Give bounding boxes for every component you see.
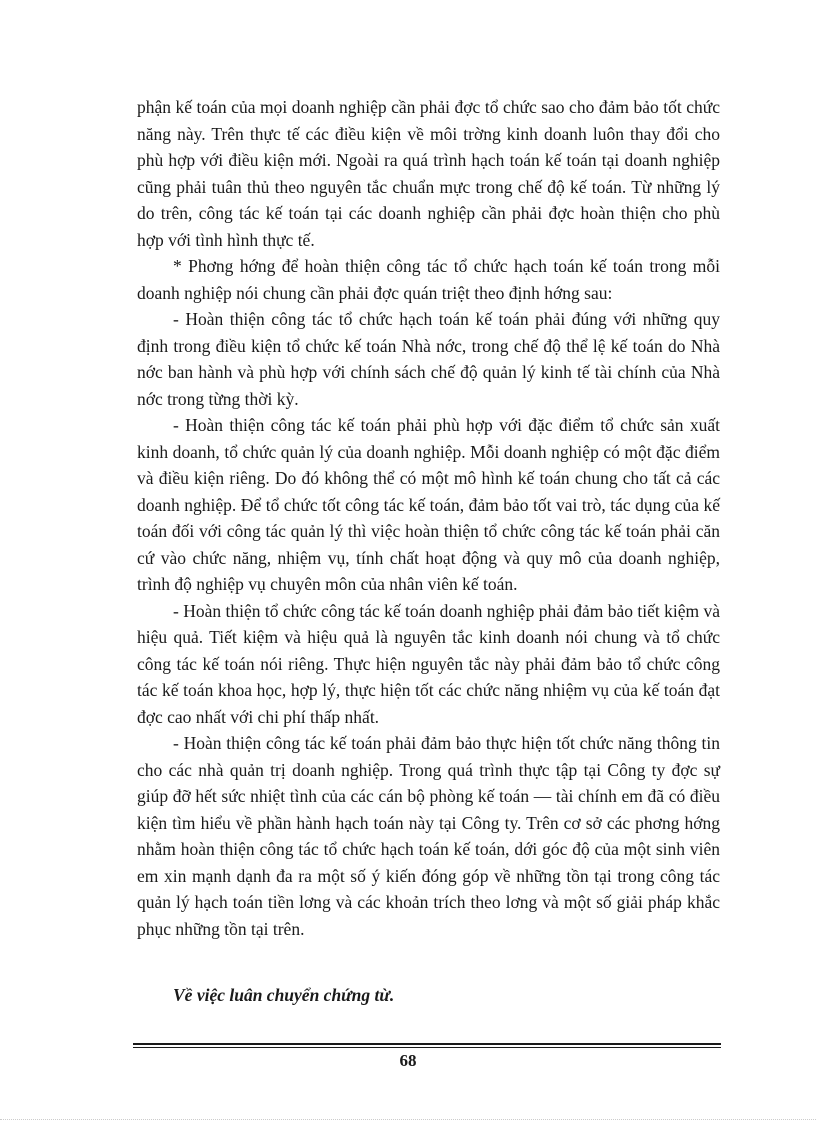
paragraph-information: - Hoàn thiện công tác kế toán phải đảm bảo thực hiện tốt chức năng thông tin cho các nhà quản trị doanh nghiệp. Trong quá trình thực tập tại Công ty đợc sự giúp đỡ hết sức nhiệt tình của các cán bộ phòng kế toán — tài chính em đã có điều kiện tìm hiểu về phần hành hạch toán này tại Công ty. Trên cơ sở các phơng hớng nhằm hoàn thiện công tác tổ chức hạch toán kế toán, dới góc độ của một sinh viên em xin mạnh dạnh đa ra một số ý kiến đóng góp về những tồn tại trong công tác quản lý hạch toán tiền lơng và các khoản trích theo lơng và một số giải pháp khắc phục những tồn tại trên. [137,733,720,939]
body-text [137,94,720,942]
page-edge-divider [0,1119,816,1120]
paragraph-orientation: * Phơng hớng để hoàn thiện công tác tổ chức hạch toán kế toán trong mỗi doanh nghiệp nói chung cần phải đợc quán triệt theo định hớng sau: [137,256,720,303]
paragraph-business-fit: - Hoàn thiện công tác kế toán phải phù hợp với đặc điểm tổ chức sản xuất kinh doanh, tổ chức quản lý của doanh nghiệp. Mỗi doanh nghiệp có một đặc điểm và điều kiện riêng. Do đó không thể có một mô hình kế toán chung cho tất cả các doanh nghiệp. Để tổ chức tốt công tác kế toán, đảm bảo tốt vai trò, tác dụng của kế toán đối với công tác quản lý thì việc hoàn thiện tổ chức công tác kế toán phải căn cứ vào chức năng, nhiệm vụ, tính chất hoạt động và quy mô của doanh nghiệp, trình độ nghiệp vụ chuyên môn của nhân viên kế toán. [137,415,720,594]
footer-rule-thin [133,1047,721,1048]
section-heading: Về việc luân chuyển chứng từ. [173,985,395,1005]
paragraph-efficiency: - Hoàn thiện tổ chức công tác kế toán doanh nghiệp phải đảm bảo tiết kiệm và hiệu quả. Tiết kiệm và hiệu quả là nguyên tắc kinh doanh nói chung và tổ chức công tác kế toán nói riêng. Thực hiện nguyên tắc này phải đảm bảo tổ chức công tác kế toán khoa học, hợp lý, thực hiện tốt các chức năng nhiệm vụ của kế toán đạt đợc cao nhất với chi phí thấp nhất. [137,600,720,727]
paragraph-continuation: phận kế toán của mọi doanh nghiệp cần phải đợc tổ chức sao cho đảm bảo tốt chức năng này. Trên thực tế các điều kiện về môi trờng kinh doanh luôn thay đổi cho phù hợp với điều kiện mới. Ngoài ra quá trình hạch toán kế toán tại doanh nghiệp cũng phải tuân thủ theo nguyên tắc chuẩn mực trong chế độ kế toán. Từ những lý do trên, công tác kế toán tại các doanh nghiệp cần phải đợc hoàn thiện cho phù hợp với tình hình thực tế. [137,97,720,250]
paragraph-regulation: - Hoàn thiện công tác tổ chức hạch toán kế toán phải đúng với những quy định trong điều kiện tổ chức kế toán Nhà nớc, trong chế độ thể lệ kế toán do Nhà nớc ban hành và phù hợp với chính sách chế độ quản lý kinh tế tài chính của Nhà nớc trong từng thời kỳ. [137,309,720,409]
footer-rule [133,1043,721,1045]
page-number: 68 [399,1051,417,1070]
